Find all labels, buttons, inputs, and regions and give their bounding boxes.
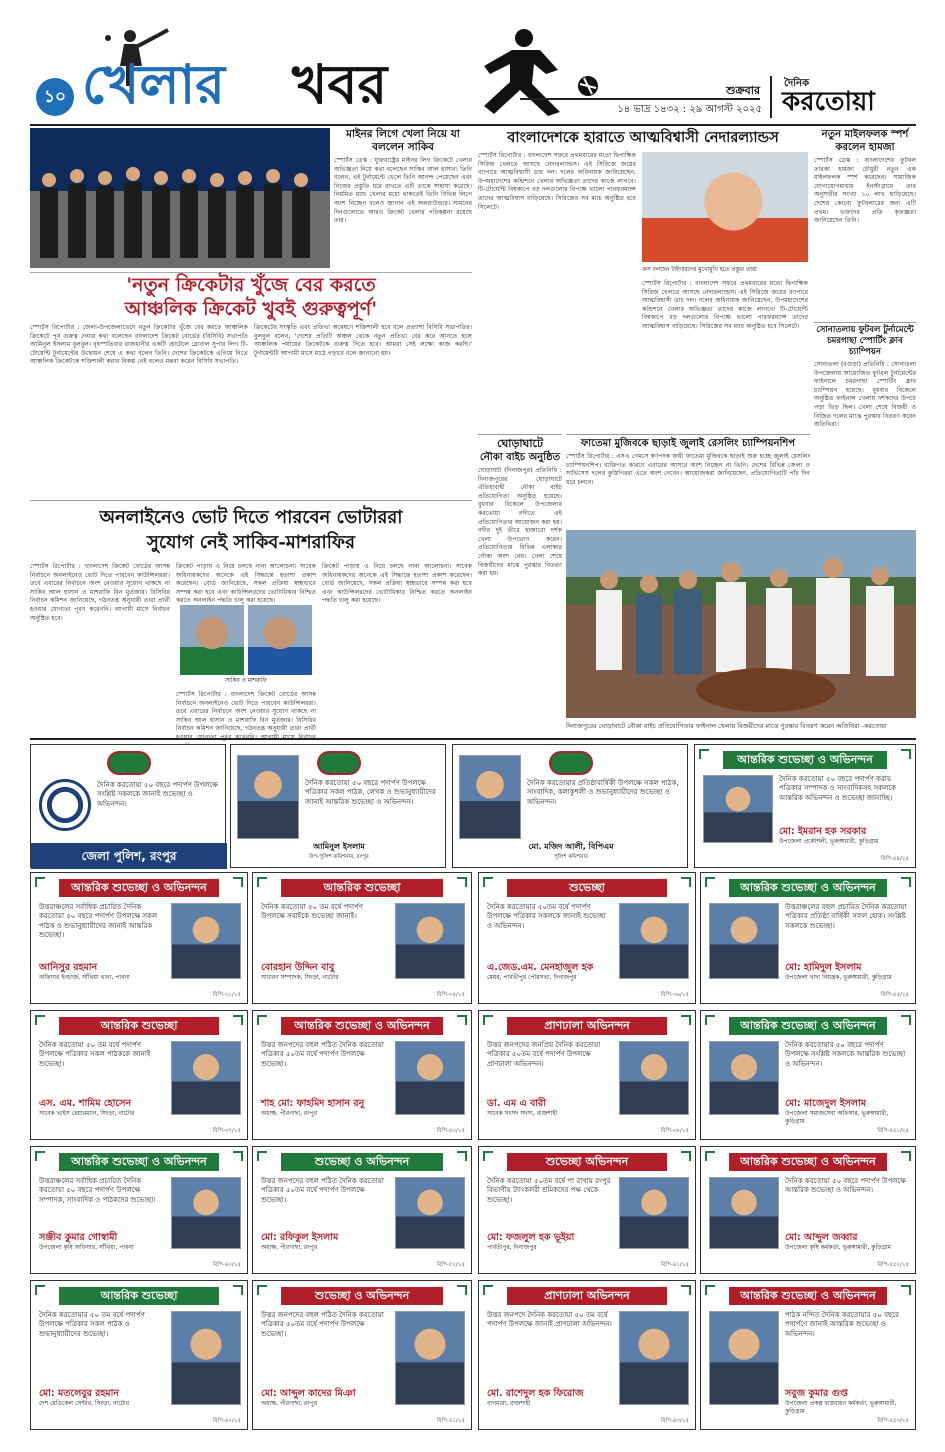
ad-signatory: শাহ মো: ফাহমিদ হাসান রনু xyxy=(261,1098,365,1109)
ad-message: দৈনিক করতোয়া ৫০ বছরে পদার্পণ উপলক্ষে আন্তরিক শুভেচ্ছা ও অভিনন্দন। xyxy=(785,1177,906,1195)
ad-signatory: মো: মাজেদুল ইসলাম xyxy=(785,1098,867,1109)
ad-title: প্রাণঢালা অভিনন্দন xyxy=(507,1017,667,1035)
boat-photo-caption: দিনাজপুরের ঘোড়াঘাটে নৌকা বাইচ প্রতিযোগিতার ফাইনাল খেলায় বিজয়ীদের মাঝে পুরস্কার বিতরণ করেন অতিথিরা -করতোয়া xyxy=(566,722,887,730)
greeting-ad xyxy=(252,872,472,1004)
footballer-icon xyxy=(450,26,610,118)
corner-ornament xyxy=(699,749,709,759)
greeting-ad xyxy=(700,1010,916,1140)
vote-headline-1: অনলাইনেও ভোট দিতে পারবেন ভোটাররা xyxy=(99,507,403,528)
ad-title: প্রাণঢালা অভিনন্দন xyxy=(507,1287,667,1305)
corner-ornament xyxy=(257,1285,267,1295)
ad-signatory: মো: হামিদুল ইসলাম xyxy=(785,962,862,973)
sonatola-story xyxy=(814,322,916,502)
person-portrait xyxy=(619,1041,689,1115)
greeting-ad xyxy=(478,1010,696,1140)
ad-message: দৈনিক করতোয়ার ৫০তম বর্ষে পদার্পণ উপলক্ষে পত্রিকার সকলকে জানাই শুভেচ্ছা ও অভিনন্দন। xyxy=(487,903,606,930)
greeting-ad xyxy=(694,744,916,868)
neth-body-2: স্পোর্টস রিপোর্টার : বাংলাদেশ সফরে প্রথমবারের মতো দ্বিপাক্ষিক সিরিজ খেলতে আসছে নেদারল্যান্ডস। এই সিরিজে জয়ের ব্যাপারে আত্মবিশ্বাসী ডাচ দল। দলের অধিনায়ক জানিয়েছেন, উপমহাদেশের কন্ডিশনে খেলার অভিজ্ঞতা তাদের কাজে লাগবে। টি-টোয়েন্টি বিশ্বকাপে বড় দলগুলোর বিপক্ষে ভালো পারফরম্যান্স তাদের আত্মবিশ্বাস বাড়িয়েছে। সিরিজের সব ম্যাচ অনুষ্ঠিত হবে সিলেটে। xyxy=(642,280,808,330)
ad-title: শুভেচ্ছা xyxy=(507,879,667,897)
corner-ornament xyxy=(233,1285,243,1295)
ad-message: উত্তর জনপদের বহুল পঠিত দৈনিক করতোয়া পত্রিকার ৫০তম বর্ষে পদার্পণ উপলক্ষে শুভেচ্ছা। xyxy=(261,1311,384,1338)
greeting-ad xyxy=(478,1146,696,1274)
boat-headline-2: নৌকা বাইচ অনুষ্ঠিত xyxy=(479,452,561,463)
ad-role: অধ্যক্ষ, পীরগাছা, রংপুর xyxy=(261,1110,318,1117)
corner-ornament xyxy=(457,877,467,887)
officer-portrait xyxy=(459,755,521,839)
ad-role: অফিসার ইনচার্জ, সাঁথিয়া থানা, পাবনা xyxy=(39,974,130,981)
ad-title: শুভেচ্ছা অভিনন্দন xyxy=(507,1153,667,1171)
ad-code: বিপি-৫৫১/২৫ xyxy=(877,1128,909,1134)
greeting-ad xyxy=(700,1280,916,1430)
fatema-body: স্পোর্টস রিপোর্টার : এসএ গেমসে স্বর্ণপদক জয়ী ফাতেমা মুজিবকে ছাড়াই শুরু হচ্ছে জুলাই রেসলিং চ্যাম্পিয়নশিপ। ব্যক্তিগত কারণে এবারের আসরে অংশ নিচ্ছেন না তিনি। দেশের বিভিন্ন জেলা ও সার্ভিসেস দলের কুস্তিগিররা এতে অংশ নেবেন। আয়োজকরা জানিয়েছেন, প্রতিযোগিতাটি পাঁচ দিন ধরে চলবে। xyxy=(566,453,810,486)
lead-headline-line-1: 'নতুন ক্রিকেটার খুঁজে বের করতে xyxy=(126,274,376,296)
ad-signatory: এস. এম. শামিম হোসেন xyxy=(39,1098,132,1109)
paper-name: করতোয়া xyxy=(782,87,875,117)
vote-story xyxy=(30,500,472,736)
ad-title: আন্তরিক শুভেচ্ছা ও অভিনন্দন xyxy=(729,1287,887,1305)
ad-role: সাবেক ভাইস চেয়ারম্যান, সিংড়া, নাটোর xyxy=(39,1110,135,1117)
ad-role: সাবেক সংসদ সদস্য, রাজশাহী xyxy=(487,1110,558,1117)
ad-signatory: মো: ইমরান হক সরকার xyxy=(779,826,867,837)
ad-title: আন্তরিক শুভেচ্ছা xyxy=(281,879,443,897)
ad-title: আন্তরিক শুভেচ্ছা ও অভিনন্দন xyxy=(59,1153,219,1171)
mainor-body: স্পোর্টস ডেস্ক : যুক্তরাষ্ট্রের মাইনর লিগ ক্রিকেটে খেলার অভিজ্ঞতা নিয়ে কথা বলেছেন সাকিব আল হাসান। তিনি বলেন, এই টুর্নামেন্টে খেলে তিনি আনন্দ পেয়েছেন এবং নিজের প্রস্তুতি ধরে রাখতে এটি তাকে সাহায্য করেছে। নিয়মিত ম্যাচ খেলার মধ্যে থাকতেই তিনি বিভিন্ন লিগে অংশ নিচ্ছেন বলেও জানান এই অলরাউন্ডার। সামনের দিনগুলোতে আরও ক্রিকেট খেলার পরিকল্পনা রয়েছে তার। xyxy=(334,157,472,225)
person-portrait xyxy=(709,1311,779,1405)
boat-race-photo xyxy=(566,530,916,718)
ad-message: উত্তর জনপদের বহুল পঠিত দৈনিক করতোয়া পত্রিকার ৫০তম বর্ষে পদার্পণ উপলক্ষে শুভেচ্ছা। xyxy=(261,1177,384,1204)
greeting-ad xyxy=(30,872,248,1004)
ad-role: উপজেলা প্রকল্প বাস্তবায়ন কর্মকর্তা, ভূরুঙ্গামারী, কুড়িগ্রাম xyxy=(785,1400,897,1415)
ad-message: দৈনিক করতোয়া ৫০তম বর্ষে পা রাখায় রংপুর বিভাগীয় ট্যাংকলরী শ্রমিকদের পক্ষ থেকে শুভেচ্ছা। xyxy=(487,1177,611,1204)
ad-role: উপজেলা প্রকৌশলী, ভূরুঙ্গামারী, কুড়িগ্রাম xyxy=(779,838,879,845)
ad-code: বিপি-৩৬/২৫ xyxy=(660,992,689,998)
ad-title: আন্তরিক শুভেচ্ছা ও অভিনন্দন xyxy=(729,1153,887,1171)
corner-ornament xyxy=(901,1151,911,1161)
masthead xyxy=(30,26,916,124)
lead-body-col-2: ক্রিকেটের সংস্কৃতি এবং প্রতিভা অন্বেষণে শক্তিশালী হবে বলে প্রত্যাশা বিসিবি সভাপতির। বুলবুল বলেন, 'দেশের প্রতিটি অঞ্চল থেকে নতুন প্রতিভা বের করে আনতে হলে আঞ্চলিক পর্যায়ের ক্রিকেটকে গুরুত্ব দিতে হবে। আমরা সেই লক্ষ্যে কাজ করছি।' টুর্নামেন্টটি আগামী মাসে মাঠে গড়াবে বলে জানানো হয়। xyxy=(254,324,472,357)
neth-story xyxy=(478,128,808,430)
ad-code: বিপি-৫৫২/২৫ xyxy=(877,1262,909,1268)
boat-headline-1: ঘোড়াঘাটে xyxy=(497,437,543,450)
masthead-separator xyxy=(770,76,772,118)
corner-ornament xyxy=(483,1015,493,1025)
corner-ornament xyxy=(233,1015,243,1025)
greeting-ad xyxy=(30,1146,248,1274)
vote-body-3: স্পোর্টস রিপোর্টার : বাংলাদেশ ক্রিকেট বোর্ডের আসন্ন নির্বাচনে অনলাইনেও ভোট দিতে পারবেন কাউন্সিলররা। তবে এবারের নির্বাচনে অংশ নেওয়ার সুযোগ থাকছে না সাকিব আল হাসান ও মাশরাফি বিন মুর্তজার। বিসিবির নির্বাচন কমিশন জানিয়েছে, গঠনতন্ত্র অনুযায়ী তারা প্রার্থী xyxy=(176,691,316,733)
corner-ornament xyxy=(901,749,911,759)
person-portrait xyxy=(703,775,773,843)
officer-portrait xyxy=(237,755,299,839)
ad-role: বাগমারা, রাজশাহী xyxy=(487,1400,531,1407)
lead-headline-line-2: আঞ্চলিক ক্রিকেট খুবই গুরুত্বপূর্ণ' xyxy=(124,298,378,320)
sonatola-body: সোনাতলা (বগুড়া) প্রতিনিধি : সোনাতলা উপজেলায় আয়োজিত ফুটবল টুর্নামেন্টের ফাইনালে চমরগাছা স্পোর্টিং ক্লাব চ্যাম্পিয়ন হয়েছে। বুধবার বিকেলে অনুষ্ঠিত ফাইনাল খেলায় দর্শকদের উপচে পড়া ভিড় ছিল। খেলা শেষে বিজয়ী ও বিজিত দলের মাঝে পুরস্কার বিতরণ করেন অতিথিরা। xyxy=(814,361,916,429)
corner-ornament xyxy=(257,1151,267,1161)
corner-ornament xyxy=(35,1285,45,1295)
vote-photo-mashrafe xyxy=(248,605,312,675)
ad-message: দৈনিক করতোয়ার ৫০ তম বর্ষে পদার্পণ উপলক্ষে পত্রিকার সকল পাঠক ও শুভানুধ্যায়ীদের শুভেচ্ছা। xyxy=(39,1311,145,1338)
section-title-khobor: খবর xyxy=(292,52,388,116)
corner-ornament xyxy=(483,1151,493,1161)
ad-role: উপজেলা কৃষি কর্মকর্তা, ভূরুঙ্গামারী, কুড়িগ্রাম xyxy=(785,1244,892,1251)
ad-message: উত্তর জনপদের জনপ্রিয় দৈনিক করতোয়া পত্রিকার ৫০তম বর্ষে পদার্পণ উপলক্ষে প্রাণঢালা অভিনন্দন। xyxy=(487,1041,601,1068)
karatoa-50-logo xyxy=(549,751,593,775)
ad-signatory: মো: রফিকুল ইসলাম xyxy=(261,1232,339,1243)
ad-code: বিপি-৫৫৩/২৫ xyxy=(877,1418,909,1424)
neth-caption: ক্রস বলছেন টাইগারদের মুখোমুখি হতে প্রস্তুত তারা xyxy=(642,267,757,273)
person-portrait xyxy=(171,1177,241,1249)
greeting-ad xyxy=(252,1010,472,1140)
person-portrait xyxy=(171,1311,241,1405)
person-portrait xyxy=(619,1177,689,1249)
ad-message: দৈনিক করতোয়ার ৫০ বছরে পদার্পণ উপলক্ষে সংশ্লিষ্ট সকলকে আন্তরিক শুভেচ্ছা ও অভিনন্দন। xyxy=(785,1041,906,1068)
masthead-bottom-rule xyxy=(30,124,916,126)
greeting-ad xyxy=(230,744,446,868)
vote-body-2: ক্রিকেট পাড়ায় এ নিয়ে চলছে নানা আলোচনা। সাবেক অধিনায়কদের অনেকে এই সিদ্ধান্তে হতাশা প্রকাশ করেছেন। বোর্ড জানিয়েছে, সকল প্রক্রিয়া স্বচ্ছভাবে সম্পন্ন করা হবে এবং কাউন্সিলরদের ভোটাধিকার নিশ্চিত করতে অনলাইন পদ্ধতি চালু করা হয়েছে। xyxy=(176,563,316,605)
vote-photo-shakib xyxy=(180,605,244,675)
corner-ornament xyxy=(257,877,267,887)
ad-signatory: আনিসুর রহমান xyxy=(39,962,98,973)
ad-title: আন্তরিক শুভেচ্ছা ও অভিনন্দন xyxy=(723,751,887,769)
greeting-ad xyxy=(478,872,696,1004)
person-portrait xyxy=(709,1041,779,1115)
person-portrait xyxy=(171,903,241,979)
ad-message: উত্তরাঞ্চলের বহুল প্রচারিত দৈনিক করতোয়া পত্রিকার প্রতিষ্ঠা বার্ষিকী সফল হোক। সংশ্লিষ্ট সকলকে শুভেচ্ছা। xyxy=(785,903,907,930)
ad-message: উত্তর জনপদের বহুল পঠিত দৈনিক করতোয়া পত্রিকার ৫০তম বর্ষে পদার্পণ উপলক্ষে শুভেচ্ছা। xyxy=(261,1041,384,1068)
greeting-ad xyxy=(30,1280,248,1430)
corner-ornament xyxy=(901,877,911,887)
corner-ornament xyxy=(457,1015,467,1025)
corner-ornament xyxy=(35,1015,45,1025)
corner-ornament xyxy=(681,1285,691,1295)
corner-ornament xyxy=(457,1151,467,1161)
ad-code: বিপি-৩৮/২৫ xyxy=(660,1128,689,1134)
ad-message: উত্তরাঞ্চলের সর্বাধিক প্রচারিত দৈনিক করতোয়া ৫০ বছরে পদার্পণ উপলক্ষে সকল পাঠক ও শুভানুধ্যায়ীদের জানাই আন্তরিক শুভেচ্ছা। xyxy=(39,903,158,940)
vote-headline-2: সুযোগ নেই সাকিব-মাশরাফির xyxy=(147,532,355,553)
section-title-khelar: খেলার xyxy=(82,52,225,116)
ad-title: আন্তরিক শুভেচ্ছা xyxy=(59,1287,219,1305)
ad-code: বিপি-৫১/২৫ xyxy=(436,1418,465,1424)
ad-signatory: মো: আব্দুল জব্বার xyxy=(785,1232,858,1243)
ad-role: উপ-পুলিশ কমিশনার, রংপুর xyxy=(309,854,369,860)
hamza-headline: নতুন মাইলফলক স্পর্শ করলেন হামজা xyxy=(821,129,909,153)
ad-signatory: জেলা পুলিশ, রংপুর xyxy=(31,843,227,869)
corner-ornament xyxy=(705,1015,715,1025)
ad-signatory: বোরহান উদ্দিন বাবু xyxy=(261,962,335,973)
ad-title: আন্তরিক শুভেচ্ছা ও অভিনন্দন xyxy=(59,879,219,897)
ad-signatory: মো. রাশেদুল হক ফিরোজ xyxy=(487,1388,584,1399)
lead-body-col-1: স্পোর্টস রিপোর্টার : জেলা-উপজেলাভেদে নতুন ক্রিকেটার খুঁজে বের করতে আঞ্চলিক ক্রিকেটে পূর্ব গুরুত্ব দেয়ার কথা বলেছেন বাংলাদেশ ক্রিকেট বোর্ডের (বিসিবি) সভাপতি আমিনুল ইসলাম বুলবুল। বৃহস্পতিবার রাজধানীর একটি হোটেলে গ্লোবাল সুপার লিগ টি-টোয়েন্টি টুর্নামেন্টের উদ্বোধন শেষে এ কথা বলেন তিনি। দেশের ক্রিকেটকে এগিয়ে নিতে আঞ্চলিক ক্রিকেটকে শক্তিশালী করার বিকল্প নেই বলেও মন্তব্য করেন বিসিবি সভাপতি। xyxy=(30,324,248,366)
person-portrait xyxy=(619,903,689,979)
ad-role: উপজেলা সমাজসেবা অফিসার, ভূরুঙ্গামারী, কুড়িগ্রাম xyxy=(785,1110,889,1125)
ad-code: বিপি-৪০/২৫ xyxy=(212,1262,241,1268)
ad-message: দৈনিক করতোয়া ৫০ তম বর্ষে পদার্পণ উপলক্ষে সবাইকে শুভেচ্ছা জানাই। xyxy=(261,903,363,921)
boat-story xyxy=(478,434,562,736)
ad-code: বিপি-৪২/২৫ xyxy=(212,1418,241,1424)
person-portrait xyxy=(395,903,465,979)
ad-code: বিপি-৫৩/২৫ xyxy=(436,1128,465,1134)
masthead-day: শুক্রবার xyxy=(725,84,760,97)
ad-code: বিপি-৪৩/২৫ xyxy=(660,1418,689,1424)
ad-title: শুভেচ্ছা ও অভিনন্দন xyxy=(281,1153,443,1171)
corner-ornament xyxy=(233,877,243,887)
corner-ornament xyxy=(901,1015,911,1025)
ad-message: উত্তরাঞ্চলের সর্বাধিক প্রচারিত দৈনিক করতোয়া ৫০ বছরে পদার্পণ উপলক্ষে সম্পাদক, সাংবাদিক ও পাঠকদের শুভেচ্ছা। xyxy=(39,1177,156,1204)
ad-code: বিপি-৫৫/২৫ xyxy=(880,992,909,998)
fatema-story xyxy=(566,434,810,526)
corner-ornament xyxy=(257,1015,267,1025)
mainor-story xyxy=(334,128,472,268)
ad-code: বিপি-৪১/২৫ xyxy=(660,1262,689,1268)
ad-signatory: মো. মজিদ আলী, বিপিএম xyxy=(528,842,614,851)
ad-title: আন্তরিক শুভেচ্ছা ও অভিনন্দন xyxy=(729,879,887,897)
ad-signatory: মো: মতলেবুর রহমান xyxy=(39,1388,120,1399)
person-portrait xyxy=(171,1041,241,1115)
corner-ornament xyxy=(483,877,493,887)
karatoa-50-logo xyxy=(317,751,361,775)
greeting-ad xyxy=(30,1010,248,1140)
greeting-ad xyxy=(452,744,688,868)
person-portrait xyxy=(395,1311,465,1405)
karatoa-50-logo xyxy=(107,751,151,775)
person-portrait xyxy=(709,903,779,979)
hamza-story xyxy=(814,128,916,322)
ad-message: দৈনিক করতোয়ার প্রতিষ্ঠাবার্ষিকী উপলক্ষে সকল পাঠক, সাংবাদিক, কলাকুশলী ও শুভানুধ্যায়ীদের শুভেচ্ছা ও অভিনন্দন। xyxy=(527,779,679,806)
greeting-ad xyxy=(30,744,226,868)
greeting-ad xyxy=(478,1280,696,1430)
masthead-date: ১৪ ভাদ্র ১৪৩২ : ২৯ আগস্ট ২০২৫ xyxy=(617,104,762,115)
ad-signatory: সবুজ কুমার গুপ্ত xyxy=(785,1388,848,1399)
mainor-headline: মাইনর লিগে খেলা নিয়ে যা বললেন সাকিব xyxy=(346,128,460,153)
neth-body-1: স্পোর্টস রিপোর্টার : বাংলাদেশ সফরে প্রথমবারের মতো দ্বিপাক্ষিক সিরিজ খেলতে আসছে নেদারল্যান্ডস। এই সিরিজে জয়ের ব্যাপারে আত্মবিশ্বাসী ডাচ দল। দলের অধিনায়ক জানিয়েছেন, উপমহাদেশের কন্ডিশনে খেলার অভিজ্ঞতা তাদের কাজে লাগবে। টি-টোয়েন্টি বিশ্বকাপে বড় দলগুলোর বিপক্ষে ভালো পারফরম্যান্স তাদের আত্মবিশ্বাস বাড়িয়েছে। সিরিজের সব ম্যাচ অনুষ্ঠিত হবে সিলেটে। xyxy=(478,152,636,211)
ad-role: উপজেলা খাদ্য নিয়ন্ত্রক, ভূরুঙ্গামারী, কুড়িগ্রাম xyxy=(785,974,892,981)
ad-code: বিপি-৫৪/২৫ xyxy=(880,856,909,862)
corner-ornament xyxy=(35,1151,45,1161)
ad-signatory: মো: ফজলুল হক ভূইয়া xyxy=(487,1232,575,1243)
page-number: ১০ xyxy=(36,78,74,116)
ad-message: দৈনিক করতোয়া ৫০ বছরে পদার্পণ উপলক্ষে সংশ্লিষ্ট সকলকে জানাই শুভেচ্ছা ও অভিনন্দন। xyxy=(97,781,218,808)
ad-message: উত্তর জনপদে দৈনিক করতোয়া ৫০ তম বর্ষে পদার্পণ উপলক্ষে জানাই প্রাণঢালা অভিনন্দন। xyxy=(487,1311,612,1329)
ad-title: শুভেচ্ছা ও অভিনন্দন xyxy=(281,1287,443,1305)
neth-player-photo xyxy=(642,152,808,262)
ad-message: দৈনিক করতোয়া ৫০ বছরে পদার্পণ করায় পত্রিকার সম্পাদক ও সাংবাদিকসহ সকলকে আন্তরিক অভিনন্দন ও শুভেচ্ছা জানাচ্ছি। xyxy=(779,775,896,802)
paper-name-small: দৈনিক xyxy=(784,78,810,89)
ad-title: আন্তরিক শুভেচ্ছা ও অভিনন্দন xyxy=(729,1017,887,1035)
ad-message: দৈনিক করতোয়া ৫০ বছরে পদার্পণ উপলক্ষে পত্রিকার সকল পাঠক, লেখক ও শুভানুধ্যায়ীদের জানাই আন্তরিক শুভেচ্ছা ও অভিনন্দন। xyxy=(305,779,436,806)
ad-code: বিপি-৩৫/২৫ xyxy=(436,992,465,998)
corner-ornament xyxy=(705,1285,715,1295)
corner-ornament xyxy=(681,1015,691,1025)
corner-ornament xyxy=(705,877,715,887)
ad-code: বিপি-৫২/২৫ xyxy=(436,1262,465,1268)
corner-ornament xyxy=(901,1285,911,1295)
ad-role: পুলিশ কমিশনার xyxy=(553,854,589,860)
ad-role: দেশ মেডিকেল সেন্টার, সিংড়া, নাটোর xyxy=(39,1400,130,1407)
corner-ornament xyxy=(233,1151,243,1161)
ad-role: পার্বতীপুর, দিনাজপুর xyxy=(487,1244,537,1251)
ad-title: আন্তরিক শুভেচ্ছা xyxy=(59,1017,219,1035)
ad-signatory: আমিনুল ইসলাম xyxy=(313,842,365,851)
sonatola-headline: সোনাতলায় ফুটবল টুর্নামেন্টে চমরগাছা স্পোর্টিং ক্লাব চ্যাম্পিয়ন xyxy=(816,325,914,357)
lead-story-photo xyxy=(30,128,330,268)
hamza-body: স্পোর্টস ডেস্ক : বাংলাদেশের ফুটবল তারকা হামজা চৌধুরী নতুন এক মাইলফলক স্পর্শ করেছেন। সামাজিক যোগাযোগমাধ্যম ইনস্টাগ্রামে তার অনুসারীর সংখ্যা ১০ লাখ ছাড়িয়েছে। দেশের কোনো ফুটবলারের জন্য এটি প্রথম। ভক্তদের প্রতি কৃতজ্ঞতা জানিয়েছেন তিনি। xyxy=(814,157,916,225)
neth-headline: বাংলাদেশকে হারাতে আত্মবিশ্বাসী নেদারল্যান্ডস xyxy=(507,129,779,146)
ads-top-rule xyxy=(30,738,916,740)
lead-headline-box xyxy=(30,272,472,320)
ad-code: বিপি-৩১/২৫ xyxy=(212,992,241,998)
corner-ornament xyxy=(705,1151,715,1161)
ad-role: উপজেলা কৃষি অফিসার, সাঁথিয়া, পাবনা xyxy=(39,1244,134,1251)
greeting-ad xyxy=(252,1280,472,1430)
person-portrait xyxy=(395,1041,465,1115)
ad-title: আন্তরিক শুভেচ্ছা ও অভিনন্দন xyxy=(281,1017,443,1035)
ad-role: সাধারণ সম্পাদক, সিংড়া, নাটোর xyxy=(261,974,339,981)
ad-code: বিপি-৩৭/২৫ xyxy=(212,1128,241,1134)
corner-ornament xyxy=(681,877,691,887)
greeting-ad xyxy=(700,1146,916,1274)
fatema-headline: ফাতেমা মুজিবকে ছাড়াই জুলাই রেসলিং চ্যাম্পিয়নশিপ xyxy=(580,438,796,449)
ad-role: অধ্যক্ষ, পীরগাছা, রংপুর xyxy=(261,1244,318,1251)
boat-body: ঘোড়াঘাট (দিনাজপুর) প্রতিনিধি : দিনাজপুরের ঘোড়াঘাটে ঐতিহ্যবাহী নৌকা বাইচ প্রতিযোগিতা অনুষ্ঠিত হয়েছে। বুধবার বিকেলে উপজেলার করতোয়া নদীতে এই প্রতিযোগিতার আয়োজন করা হয়। নদীর দুই তীরে হাজারো দর্শক খেলা উপভোগ করেন। প্রতিযোগিতায় বিভিন্ন এলাকার নৌকা অংশ নেয়। খেলা শেষে বিজয়ীদের মাঝে পুরস্কার বিতরণ করা হয়। xyxy=(478,467,562,578)
person-portrait xyxy=(619,1311,689,1405)
corner-ornament xyxy=(681,1151,691,1161)
ad-signatory: এ.জেড.এম. মেনহাজুল হক xyxy=(487,962,594,973)
ad-message: পাঠক নন্দিত দৈনিক করতোয়ার ৫০ বছরে পদার্পণে জানাই আন্তরিক শুভেচ্ছা ও অভিনন্দন। xyxy=(785,1311,899,1338)
vote-body-1: স্পোর্টস রিপোর্টার : বাংলাদেশ ক্রিকেট বোর্ডের আসন্ন নির্বাচনে অনলাইনেও ভোট দিতে পারবেন কাউন্সিলররা। তবে এবারের নির্বাচনে অংশ নেওয়ার সুযোগ থাকছে না সাকিব আল হাসান ও মাশরাফি বিন মুর্তজার। বিসিবির নির্বাচন কমিশন জানিয়েছে, গঠনতন্ত্র অনুযায়ী তারা প্রার্থী হওয়ার যোগ্যতা পূরণ করেননি। আগামী মাসে নির্বাচন অনুষ্ঠিত হবে। xyxy=(30,563,170,622)
ad-role: মেয়র, পার্বতীপুর পৌরসভা, দিনাজপুর xyxy=(487,974,577,981)
ad-signatory: মো: আব্দুল কাদের মিঞা xyxy=(261,1388,356,1399)
ad-role: অধ্যক্ষ, পীরগাছা, রংপুর xyxy=(261,1400,318,1407)
vote-photo-caption: সাকিব ও মাশরাফি xyxy=(225,678,267,684)
ad-signatory: সঞ্জীব কুমার গোস্বামী xyxy=(39,1232,118,1243)
ad-signatory: ডা. এম এ বারী xyxy=(487,1098,546,1109)
person-portrait xyxy=(709,1177,779,1249)
greeting-ad xyxy=(700,872,916,1004)
corner-ornament xyxy=(483,1285,493,1295)
corner-ornament xyxy=(35,877,45,887)
vote-body-4: ক্রিকেট পাড়ায় এ নিয়ে চলছে নানা আলোচনা। সাবেক অধিনায়কদের অনেকে এই সিদ্ধান্তে হতাশা প্রকাশ করেছেন। বোর্ড জানিয়েছে, সকল প্রক্রিয়া স্বচ্ছভাবে সম্পন্ন করা হবে এবং কাউন্সিলরদের ভোটাধিকার নিশ্চিত করতে অনলাইন পদ্ধতি চালু করা হয়েছে। xyxy=(322,563,472,605)
greeting-ad xyxy=(252,1146,472,1274)
police-emblem-icon xyxy=(39,779,91,831)
person-portrait xyxy=(395,1177,465,1249)
corner-ornament xyxy=(457,1285,467,1295)
ad-message: দৈনিক করতোয়া ৫০ তম বর্ষে পদার্পণ উপলক্ষে পত্রিকার সকল পাঠককে জানাই শুভেচ্ছা। xyxy=(39,1041,151,1068)
